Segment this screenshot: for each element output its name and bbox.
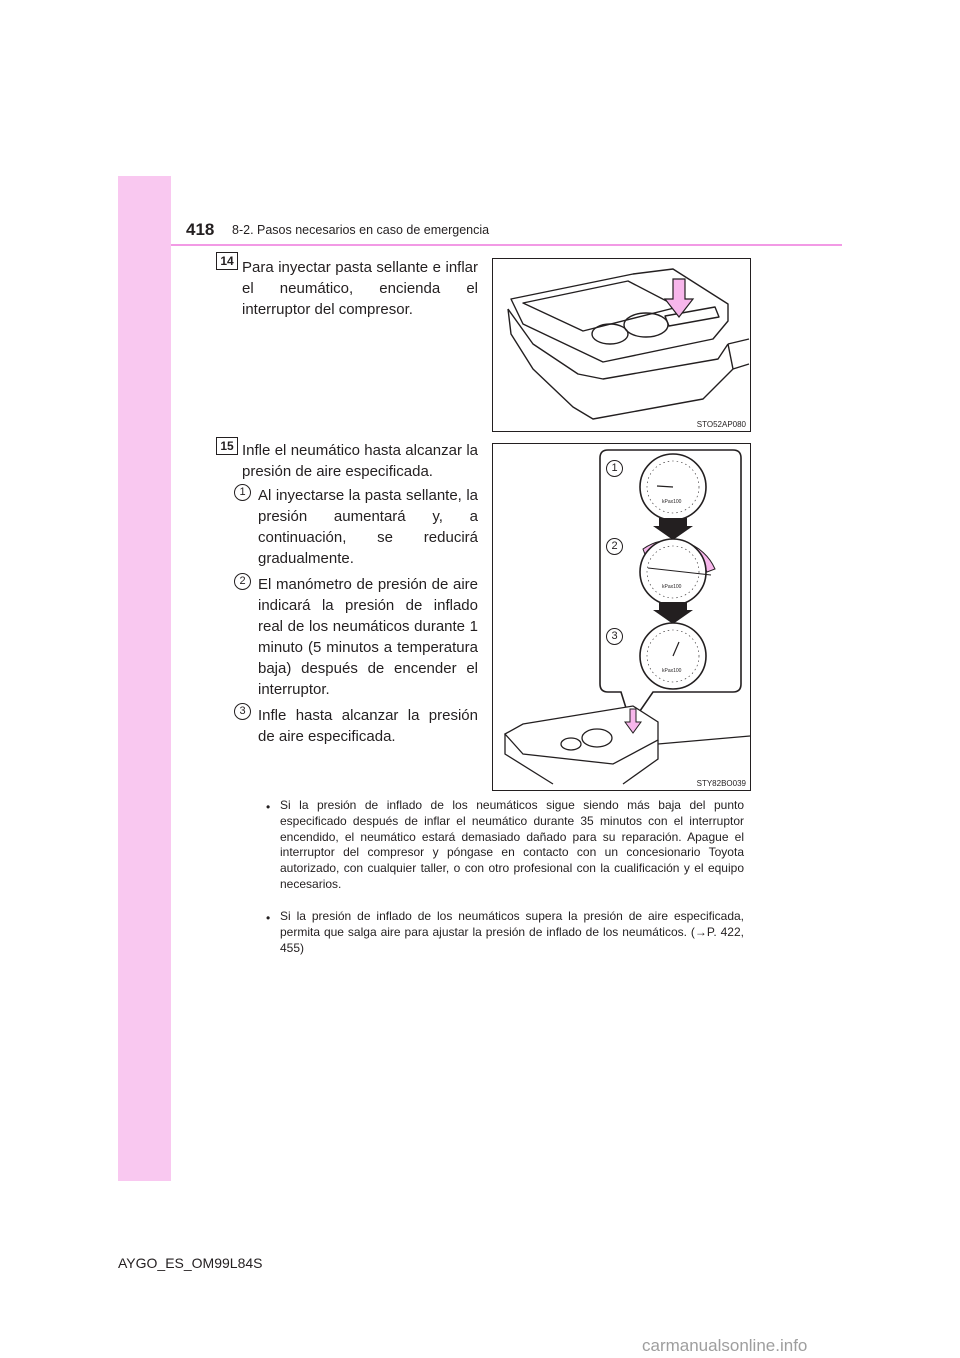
section-title: 8-2. Pasos necesarios en caso de emergencia xyxy=(232,223,490,237)
gauge-3-unit: kPax100 xyxy=(662,668,682,674)
gauge-figure xyxy=(492,443,751,791)
note-bullet-2: • xyxy=(266,911,271,925)
substep-2-text: El manómetro de presión de aire indicará la presión de inflado real de los neumáticos durante 1 minuto (5 minutos a temperatura baja) después de encender el interruptor. xyxy=(258,576,478,698)
watermark-link[interactable]: carmanualsonline.info xyxy=(642,1336,808,1355)
note-1: Si la presión de inflado de los neumáticos sigue siendo más baja del punto especificado después de inflar el neumático durante 35 minutos con el interruptor encendido, el neumático estará demasiado dañado para su reparación. Apague el interruptor del compresor y póngase en contacto con un concesionario Toyota autorizado, con cualquier taller, o con otro profesional con la cualificación y el equipo necesarios. xyxy=(280,798,744,891)
gauge-1-icon xyxy=(640,454,706,520)
step-15-text: Infle el neumático hasta alcanzar la presión de aire especificada. xyxy=(242,442,478,480)
compressor-figure xyxy=(492,258,751,432)
side-tab-band xyxy=(118,176,171,1181)
compressor-illustration xyxy=(493,259,750,431)
gauge-illustration xyxy=(493,444,750,790)
callout-2: 2 xyxy=(606,538,623,555)
page-number: 418 xyxy=(186,220,215,239)
gauge-3-icon xyxy=(640,623,706,689)
note-2: Si la presión de inflado de los neumáticos supera la presión de aire especificada, permita que salga aire para ajustar la presión de inflado de los neumáticos. (→P. 422, 455) xyxy=(280,909,744,955)
substep-3-text: Infle hasta alcanzar la presión de aire especificada. xyxy=(258,707,478,745)
document-code: AYGO_ES_OM99L84S xyxy=(118,1255,263,1271)
callout-1: 1 xyxy=(606,460,623,477)
substep-1-number: 1 xyxy=(234,484,251,501)
callout-3: 3 xyxy=(606,628,623,645)
figure-code-2: STY82BO039 xyxy=(696,779,746,788)
header-rule xyxy=(171,244,842,246)
substep-2-number: 2 xyxy=(234,573,251,590)
substep-3-number: 3 xyxy=(234,703,251,720)
gauge-2-unit: kPax100 xyxy=(662,584,682,590)
substep-1-text: Al inyectarse la pasta sellante, la presión aumentará y, a continuación, se reducirá gradualmente. xyxy=(258,487,478,567)
gauge-1-unit: kPax100 xyxy=(662,499,682,505)
figure-code-1: STO52AP080 xyxy=(696,420,746,429)
step-15-badge: 15 xyxy=(216,437,238,455)
step-14-text: Para inyectar pasta sellante e inflar el neumático, encienda el interruptor del compresor. xyxy=(242,259,478,318)
step-14-badge: 14 xyxy=(216,252,238,270)
note-bullet-1: • xyxy=(266,800,271,814)
